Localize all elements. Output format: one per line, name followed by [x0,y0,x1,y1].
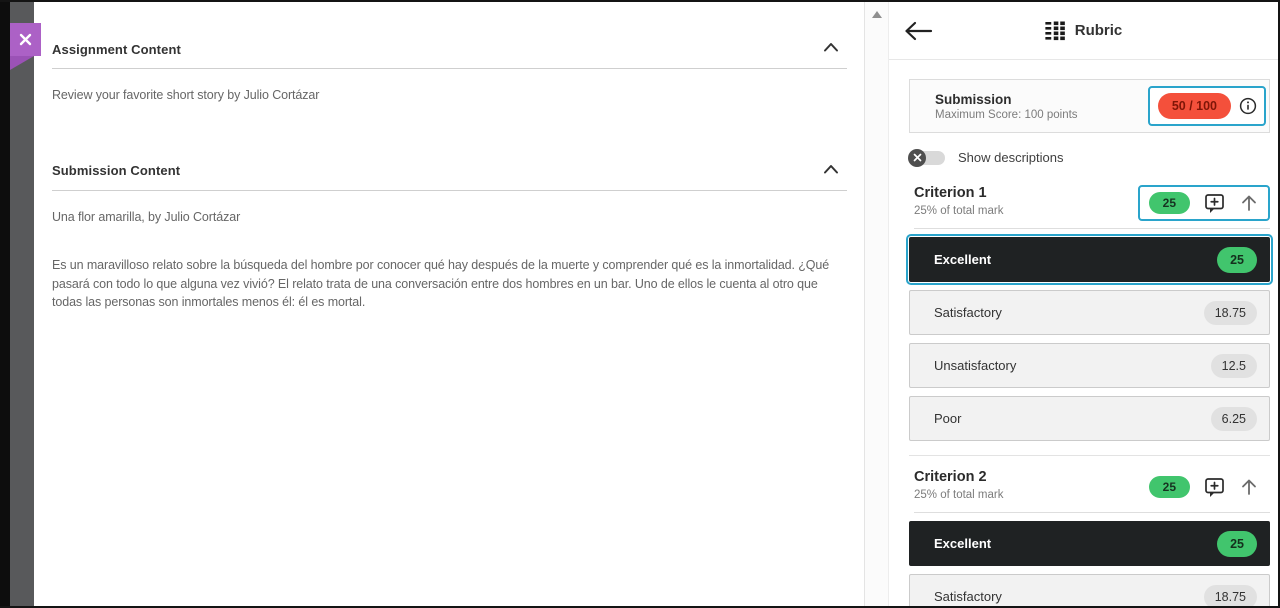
back-arrow-icon [903,20,933,42]
show-descriptions-toggle[interactable] [909,151,945,165]
submission-content-header [52,162,847,180]
chevron-up-icon [823,41,839,53]
submission-card-subtitle: Maximum Score: 100 points [935,108,1078,121]
rating-option-excellent[interactable] [909,521,1270,566]
rubric-panel-header [889,2,1278,60]
rating-points-pill: 6.25 [1211,407,1257,431]
collapse-criterion-button[interactable] [1239,193,1259,213]
toggle-off-knob [908,149,926,167]
criterion-awarded-points-pill[interactable]: 25 [1149,476,1190,498]
submission-body: Es un maravilloso relato sobre la búsqueda del hombre por conocer qué hay después de la muerte y comprender qué es la inmortalidad. ¿Qué pasará con todo lo que alguna vez vivió? El relato trata de una conversación entre dos hombres en un bar. Uno de ellos le cuenta al otro que todas las personas son inmortales menos él: él es mortal. [52,258,830,309]
show-descriptions-row [909,150,1278,165]
rating-points-pill: 18.75 [1204,301,1257,325]
criterion-1-controls[interactable] [1138,185,1270,221]
rating-option-unsatisfactory[interactable] [909,343,1270,388]
add-feedback-button[interactable] [1204,477,1225,498]
rating-points-pill: 18.75 [1204,585,1257,607]
criterion-weight: 25% of total mark [914,205,1004,217]
assignment-content-header [52,40,847,58]
rubric-title-group [1045,21,1123,41]
add-comment-icon [1204,477,1225,498]
rating-label: Poor [934,411,962,426]
close-icon [18,32,33,47]
criterion-2-title-block [914,469,1003,501]
rating-label: Satisfactory [934,589,1002,604]
rating-label: Excellent [934,252,992,267]
show-descriptions-label: Show descriptions [958,150,1064,165]
criterion-section-2 [909,455,1270,606]
rating-points-pill: 25 [1217,247,1257,273]
criterion-2-divider [914,512,1270,513]
rubric-panel-title: Rubric [1074,22,1123,39]
submission-card-title: Submission [935,91,1012,107]
submission-score-card-text [935,92,1078,121]
info-icon[interactable] [1239,97,1257,115]
submission-score-card [909,79,1270,133]
arrow-up-icon [1239,193,1259,213]
rubric-panel [888,2,1278,606]
criterion-name: Criterion 1 [914,185,987,201]
assignment-instructions: Review your favorite short story by Julio Cortázar [52,88,320,102]
overall-score-pill[interactable]: 50 / 100 [1158,93,1231,119]
criterion-1-divider [914,228,1270,229]
criterion-name: Criterion 2 [914,469,987,485]
criterion-2-header [909,469,1270,505]
window-left-edge [0,2,10,606]
criterion-1-header [909,185,1270,221]
submission-divider [52,190,847,191]
toggle-x-icon [913,153,922,162]
rubric-panel-content [889,79,1278,606]
rating-option-satisfactory[interactable] [909,290,1270,335]
criterion-weight: 25% of total mark [914,489,1004,501]
rating-option-poor[interactable] [909,396,1270,441]
arrow-up-icon [1239,477,1259,497]
chevron-up-icon [823,163,839,175]
submission-title: Una flor amarilla, by Julio Cortázar [52,209,241,224]
left-panel-scrollbar[interactable] [864,2,888,606]
criterion-awarded-points-pill[interactable]: 25 [1149,192,1190,214]
criterion-1-title-block [914,185,1003,217]
rating-label: Unsatisfactory [934,358,1017,373]
rating-label: Satisfactory [934,305,1002,320]
assignment-divider [52,68,847,69]
rating-option-excellent[interactable] [909,237,1270,282]
submission-detail-panel [34,2,864,606]
rating-points-pill: 25 [1217,531,1257,557]
background-page-strip [10,2,34,606]
criterion-2-controls[interactable] [1138,469,1270,505]
rating-label: Excellent [934,536,992,551]
collapse-submission-button[interactable] [823,162,839,180]
rating-points-pill: 12.5 [1211,354,1257,378]
close-panel-button[interactable] [10,23,41,56]
add-comment-icon [1204,193,1225,214]
rubric-grid-icon [1045,21,1066,41]
add-feedback-button[interactable] [1204,193,1225,214]
scrollbar-up-arrow-icon[interactable] [872,11,882,18]
collapse-criterion-button[interactable] [1239,477,1259,497]
submission-content-heading: Submission Content [52,163,181,178]
rating-option-satisfactory[interactable] [909,574,1270,606]
collapse-assignment-button[interactable] [823,40,839,58]
assignment-content-heading: Assignment Content [52,41,181,57]
back-button[interactable] [903,20,933,42]
criterion-section-1 [909,185,1270,441]
overall-score-control[interactable] [1148,86,1266,126]
